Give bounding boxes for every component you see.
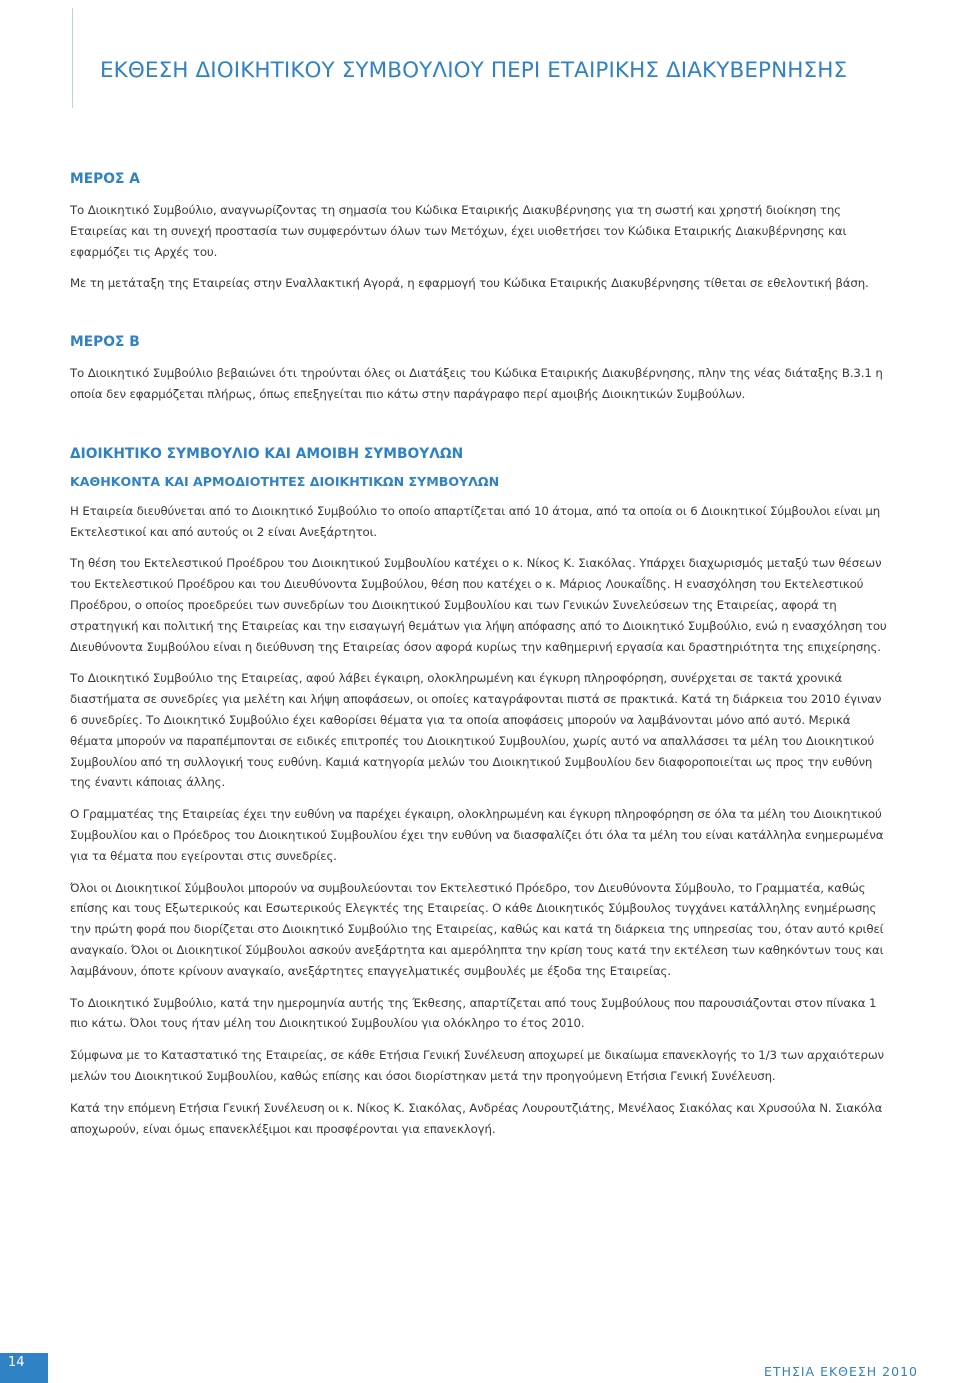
board-paragraph-7: Σύμφωνα με το Καταστατικό της Εταιρείας, σε κάθε Ετήσια Γενική Συνέλευση αποχωρεί με δικαίωμα επανεκλογής το 1/3 των αρχαιότερων μελών του Διοικητικού Συμβουλίου, καθώς επίσης και όσοι διορίστηκαν μετά την προηγούμενη Ετήσια Γενική Συνέλευση. xyxy=(70,1048,885,1083)
part-a-paragraph-1: Το Διοικητικό Συμβούλιο, αναγνωρίζοντας τη σημασία του Κώδικα Εταιρικής Διακυβέρνησης για τη σωστή και χρηστή διοίκηση της Εταιρείας και τη συνεχή προστασία των συμφερόντων όλων των Μετόχων, έχει υιοθετήσει τον Κώδικα Εταιρικής Διακυβέρνησης και εφαρμόζει τις Αρχές του. xyxy=(70,203,847,259)
board-paragraph-5: Όλοι οι Διοικητικοί Σύμβουλοι μπορούν να συμβουλεύονται τον Εκτελεστικό Πρόεδρο, τον Διευθύνοντα Σύμβουλο, το Γραμματέα, καθώς επίσης και τους Εξωτερικούς και Εσωτερικούς Ελεγκτές της Εταιρείας. Ο κάθε Διοικητικός Σύμβουλος τυγχάνει κατάλληλης ενημέρωσης την πρώτη φορά που διορίζεται στο Διοικητικό Συμβούλιο της Εταιρείας, καθώς και κατά τη διάρκεια της υπηρεσίας του, όταν αυτό κριθεί αναγκαίο. Όλοι οι Διοικητικοί Σύμβουλοι ασκούν ανεξάρτητα και αμερόληπτα την κρίση τους κατά την εκτέλεση των καθηκόντων τους και λαμβάνουν, όποτε κρίνουν αναγκαίο, ανεξάρτητες επαγγελματικές συμβουλές με έξοδα της Εταιρείας. xyxy=(70,880,884,978)
board-paragraph-4: Ο Γραμματέας της Εταιρείας έχει την ευθύνη να παρέχει έγκαιρη, ολοκληρωμένη και έγκυρη πληροφόρηση σε όλα τα μέλη του Διοικητικού Συμβουλίου και ο Πρόεδρος του Διοικητικού Συμβουλίου έχει την ευθύνη να διασφαλίζει ότι όλα τα μέλη του είναι κατάλληλα ενημερωμένα για τα θέματα που εγείρονται στις συνεδρίες. xyxy=(70,807,884,863)
header-rule xyxy=(72,8,73,108)
part-b-paragraph-1: Το Διοικητικό Συμβούλιο βεβαιώνει ότι τηρούνται όλες οι Διατάξεις του Κώδικα Εταιρικής Διακυβέρνησης, πλην της νέας διάταξης Β.3.1 η οποία δεν εφαρμόζεται πλήρως, όπως επεξηγείται πιο κάτω στην παράγραφο περί αμοιβής Διοικητικών Συμβούλων. xyxy=(70,366,883,401)
part-b-heading: ΜΕΡΟΣ Β xyxy=(70,334,140,351)
part-a-paragraph-2: Με τη μετάταξη της Εταιρείας στην Εναλλακτική Αγορά, η εφαρμογή του Κώδικα Εταιρικής Διακυβέρνησης τίθεται σε εθελοντική βάση. xyxy=(70,276,869,291)
page-number: 14 xyxy=(0,1353,48,1383)
board-paragraph-6: Το Διοικητικό Συμβούλιο, κατά την ημερομηνία αυτής της Έκθεσης, απαρτίζεται από τους Συμβούλους που παρουσιάζονται στον πίνακα 1 πιο κάτω. Όλοι τους ήταν μέλη του Διοικητικού Συμβουλίου για ολόκληρο το έτος 2010. xyxy=(70,995,877,1031)
footer-report-label: ΕΤΗΣΙΑ ΕΚΘΕΣΗ 2010 xyxy=(764,1364,918,1379)
board-heading: ΔΙΟΙΚΗΤΙΚΟ ΣΥΜΒΟΥΛΙΟ ΚΑΙ ΑΜΟΙΒΗ ΣΥΜΒΟΥΛΩΝ xyxy=(70,445,464,462)
board-paragraph-3: Το Διοικητικό Συμβούλιο της Εταιρείας, αφού λάβει έγκαιρη, ολοκληρωμένη και έγκυρη πληροφόρηση, συνέρχεται σε τακτά χρονικά διαστήματα σε συνεδρίες για μελέτη και λήψη αποφάσεων, οι οποίες καταγράφονται πιστά σε πρακτικά. Κατά τη διάρκεια του 2010 έγιναν 6 συνεδρίες. Το Διοικητικό Συμβούλιο έχει καθορίσει θέματα για τα οποία αποφάσεις μπορούν να λαμβάνονται μόνο από αυτό. Μερικά θέματα μπορούν να παραπέμπονται σε ειδικές επιτροπές του Διοικητικού Συμβουλίου, χωρίς αυτό να απαλλάσσει τα μέλη του Διοικητικού Συμβουλίου από τη συλλογική τους ευθύνη. Καμιά κατηγορία μελών του Διοικητικού Συμβουλίου δεν διαφοροποιείται ως προς την ευθύνη της έναντι κάποιας άλλης. xyxy=(70,671,882,790)
board-paragraph-2: Τη θέση του Εκτελεστικού Προέδρου του Διοικητικού Συμβουλίου κατέχει ο κ. Νίκος Κ. Σιακόλας. Υπάρχει διαχωρισμός μεταξύ των θέσεων του Εκτελεστικού Προέδρου και του Διευθύνοντα Συμβούλου, θέση που κατέχει ο κ. Μάριος Λουκαΐδης. Η ενασχόληση του Εκτελεστικού Προέδρου, ο οποίος προεδρεύει των συνεδρίων του Διοικητικού Συμβουλίου και των Γενικών Συνελεύσεων της Εταιρείας, αφορά τη στρατηγική και πολιτική της Εταιρείας και την εισαγωγή θεμάτων για λήψη απόφασης από το Διοικητικό Συμβούλιο, ενώ η ενασχόληση του Διευθύνοντα Συμβούλου είναι η διεύθυνση της Εταιρείας όσον αφορά κυρίως την καθημερινή εργασία και δραστηριότητα της επιχείρησης. xyxy=(70,556,887,654)
board-paragraph-1: Η Εταιρεία διευθύνεται από το Διοικητικό Συμβούλιο το οποίο απαρτίζεται από 10 άτομα, από τα οποία οι 6 Διοικητικοί Σύμβουλοι είναι μη Εκτελεστικοί και από αυτούς οι 2 είναι Ανεξάρτητοι. xyxy=(70,503,881,539)
part-a-heading: ΜΕΡΟΣ Α xyxy=(70,171,140,187)
board-subheading: ΚΑΘΗΚΟΝΤΑ ΚΑΙ ΑΡΜΟΔΙΟΤΗΤΕΣ ΔΙΟΙΚΗΤΙΚΩΝ ΣΥΜΒΟΥΛΩΝ xyxy=(70,473,500,489)
document-body xyxy=(70,171,888,1139)
board-paragraph-8: Κατά την επόμενη Ετήσια Γενική Συνέλευση οι κ. Νίκος Κ. Σιακόλας, Ανδρέας Λουρουτζιάτης, Μενέλαος Σιακόλας και Χρυσούλα Ν. Σιακόλα αποχωρούν, είναι όμως επανεκλέξιμοι και προσφέρονται για επανεκλογή. xyxy=(70,1100,883,1136)
page-title: ΕΚΘΕΣΗ ΔΙΟΙΚΗΤΙΚΟΥ ΣΥΜΒΟΥΛΙΟΥ ΠΕΡΙ ΕΤΑΙΡΙΚΗΣ ΔΙΑΚΥΒΕΡΝΗΣΗΣ xyxy=(100,58,848,84)
